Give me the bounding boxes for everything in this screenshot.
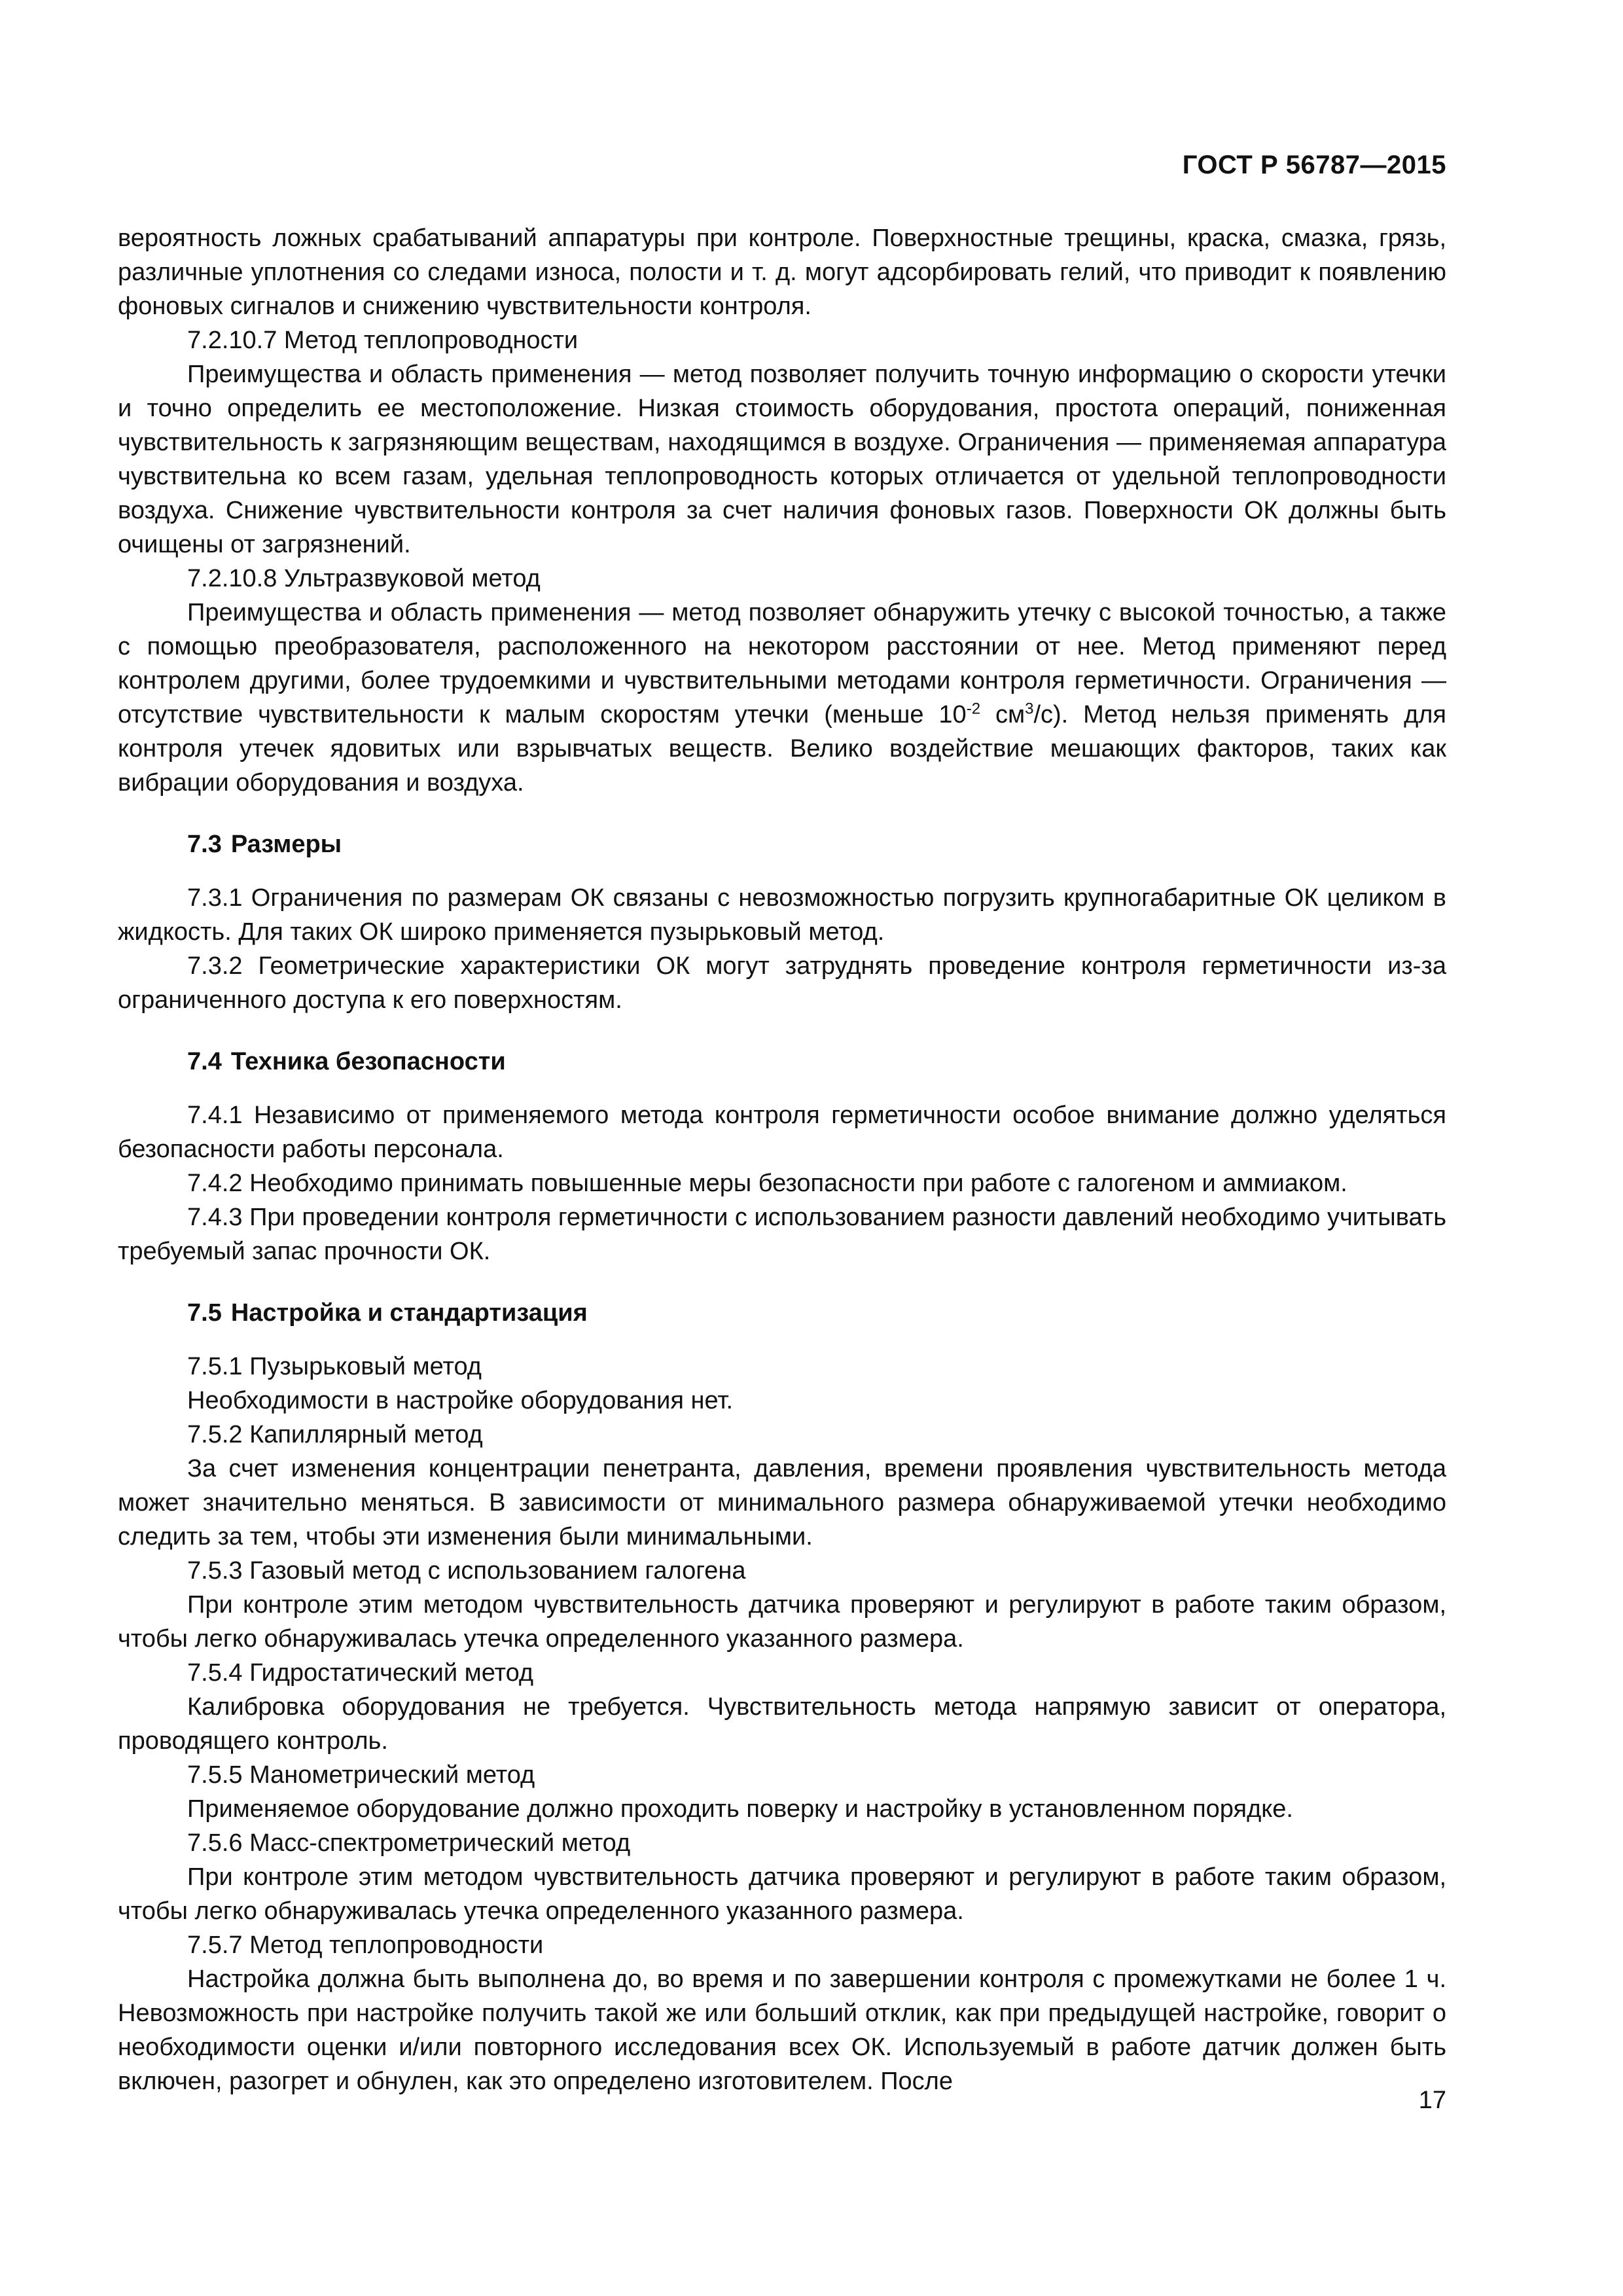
section-title: Размеры — [230, 831, 342, 858]
ultrasonic-text-part-2: см — [980, 701, 1026, 728]
paragraph-7-5-7: Настройка должна быть выполнена до, во время и по завершении контроля с промежутками не более 1 ч. Невозможность при настройке получить такой же или больший отклик, как при предыдущей настройке, говорит о необходимости оценки и/или повторного исследования всех ОК. Используемый в работе датчик должен быть включен, разогрет и обнулен, как это определено изготовителем. После — [118, 1965, 1446, 2095]
section-heading-7-3 — [118, 827, 1446, 861]
clause-7-2-10-8-title: 7.2.10.8 Ультразвуковой метод — [187, 565, 541, 592]
paragraph-helium-background: вероятность ложных срабатываний аппаратуры при контроле. Поверхностные трещины, краска, смазка, грязь, различные уплотнения со следами износа, полости и т. д. могут адсорбировать гелий, что приводит к появлению фоновых сигналов и снижению чувствительности контроля. — [118, 224, 1446, 320]
section-number: 7.5 — [187, 1299, 222, 1327]
page-number: 17 — [1418, 2087, 1446, 2114]
clause-7-5-7-title: 7.5.7 Метод теплопроводности — [187, 1931, 544, 1959]
paragraph-7-5-5: Применяемое оборудование должно проходить поверку и настройку в установленном порядке. — [187, 1795, 1293, 1823]
paragraph-7-5-1: Необходимости в настройке оборудования нет. — [187, 1387, 734, 1414]
document-code-header: ГОСТ Р 56787—2015 — [1182, 151, 1446, 179]
document-page — [118, 0, 1446, 2296]
clause-7-5-5-title: 7.5.5 Манометрический метод — [187, 1761, 535, 1789]
paragraph-ultrasonic — [118, 596, 1446, 800]
paragraph-7-4-1: 7.4.1 Независимо от применяемого метода контроля герметичности особое внимание должно уделяться безопасности работы персонала. — [118, 1102, 1446, 1163]
ultrasonic-text-part-3: /с). Метод нельзя применять для контроля утечек ядовитых или взрывчатых веществ. Велико воздействие мешающих факторов, таких как вибрации оборудования и воздуха. — [118, 701, 1446, 797]
clause-7-5-3-title: 7.5.3 Газовый метод с использованием галогена — [187, 1557, 746, 1585]
clause-7-5-2-title: 7.5.2 Капиллярный метод — [187, 1421, 483, 1448]
paragraph-7-4-3: 7.4.3 При проведении контроля герметичности с использованием разности давлений необходимо учитывать требуемый запас прочности ОК. — [118, 1204, 1446, 1265]
clause-7-2-10-7-title: 7.2.10.7 Метод теплопроводности — [187, 327, 579, 354]
section-number: 7.3 — [187, 831, 222, 858]
clause-7-5-4-title: 7.5.4 Гидростатический метод — [187, 1659, 534, 1687]
document-body — [118, 221, 1446, 2098]
paragraph-thermal-conductivity: Преимущества и область применения — метод позволяет получить точную информацию о скорости утечки и точно определить ее местоположение. Низкая стоимость оборудования, простота операций, пониженная чувствительность к загрязняющим веществам, находящимся в воздухе. Ограничения — применяемая аппаратура чувствительна ко всем газам, удельная теплопроводность которых отличается от удельной теплопроводности воздуха. Снижение чувствительности контроля за счет наличия фоновых газов. Поверхности ОК должны быть очищены от загрязнений. — [118, 361, 1446, 558]
section-heading-7-4 — [118, 1045, 1446, 1079]
paragraph-7-3-1: 7.3.1 Ограничения по размерам ОК связаны с невозможностью погрузить крупногабаритные ОК целиком в жидкость. Для таких ОК широко применяется пузырьковый метод. — [118, 884, 1446, 946]
paragraph-7-3-2: 7.3.2 Геометрические характеристики ОК могут затруднять проведение контроля герметичности из-за ограниченного доступа к его поверхностям. — [118, 952, 1446, 1014]
ultrasonic-text-part-1: Преимущества и область применения — метод позволяет обнаружить утечку с высокой точностью, а также с помощью преобразователя, расположенного на некотором расстоянии от нее. Метод применяют перед контролем другими, более трудоемкими и чувствительными методами контроля герметичности. Ограничения — отсутствие чувствительности к малым скоростям утечки (меньше 10 — [118, 599, 1446, 728]
paragraph-7-4-2: 7.4.2 Необходимо принимать повышенные меры безопасности при работе с галогеном и аммиаком. — [187, 1170, 1347, 1197]
section-title: Настройка и стандартизация — [230, 1299, 588, 1327]
paragraph-7-5-2: За счет изменения концентрации пенетранта, давления, времени проявления чувствительность метода может значительно меняться. В зависимости от минимального размера обнаруживаемой утечки необходимо следить за тем, чтобы эти изменения были минимальными. — [118, 1455, 1446, 1551]
section-heading-7-5 — [118, 1296, 1446, 1330]
section-title: Техника безопасности — [230, 1048, 506, 1075]
paragraph-7-5-4: Калибровка оборудования не требуется. Чувствительность метода напрямую зависит от оператора, проводящего контроль. — [118, 1693, 1446, 1755]
paragraph-7-5-6: При контроле этим методом чувствительность датчика проверяют и регулируют в работе таким образом, чтобы легко обнаруживалась утечка определенного указанного размера. — [118, 1863, 1446, 1925]
clause-7-5-6-title: 7.5.6 Масс-спектрометрический метод — [187, 1829, 631, 1857]
exponent-minus-two: -2 — [966, 700, 981, 718]
clause-7-5-1-title: 7.5.1 Пузырьковый метод — [187, 1353, 482, 1380]
exponent-three: 3 — [1025, 700, 1034, 718]
section-number: 7.4 — [187, 1048, 222, 1075]
paragraph-7-5-3: При контроле этим методом чувствительность датчика проверяют и регулируют в работе таким образом, чтобы легко обнаруживалась утечка определенного указанного размера. — [118, 1591, 1446, 1653]
